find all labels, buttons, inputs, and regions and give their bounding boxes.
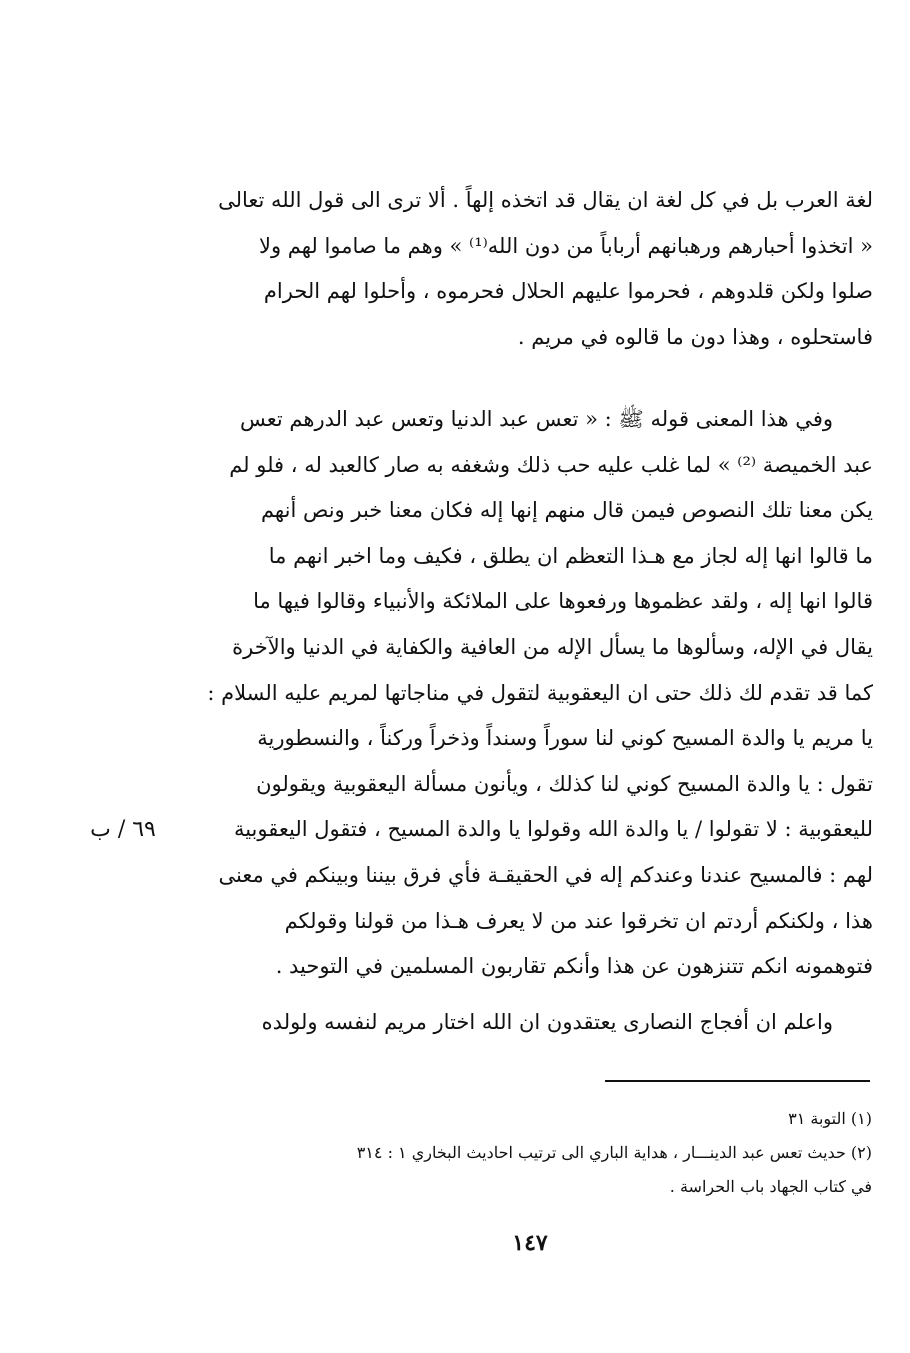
paragraph-line: لهم : فالمسيح عندنا وعندكم إله في الحقيقـة فأي فرق بيننا وبينكم في معنى (218, 862, 873, 887)
paragraph-1 (205, 178, 873, 360)
paragraph-line: « اتخذوا أحبارهم ورهبانهم أرباباً من دون الله⁽¹⁾ » وهم ما صاموا لهم ولا (258, 233, 873, 258)
paragraph-line: صلوا ولكن قلدوهم ، فحرموا عليهم الحلال فحرموه ، وأحلوا لهم الحرام (263, 279, 873, 304)
paragraph-line: واعلم ان أفجاج النصارى يعتقدون ان الله اختار مريم لنفسه ولولده (261, 1010, 833, 1034)
paragraph-3 (205, 1000, 873, 1046)
paragraph-line: يكن معنا تلك النصوص فيمن قال منهم إنها إله فكان معنا خبر ونص أنهم (260, 498, 873, 523)
paragraph-line: فتوهمونه انكم تتنزهون عن هذا وأنكم تقاربون المسلمين في التوحيد . (275, 954, 873, 979)
paragraph-line: وفي هذا المعنى قوله ﷺ : « تعس عبد الدنيا وتعس عبد الدرهم تعس (239, 407, 833, 431)
paragraph-line: لغة العرب بل في كل لغة ان يقال قد اتخذه إلهاً . ألا ترى الى قول الله تعالى (218, 188, 873, 212)
footnote: في كتاب الجهاد باب الحراسة . (669, 1177, 872, 1196)
paragraph-line: فاستحلوه ، وهذا دون ما قالوه في مريم . (517, 324, 873, 349)
footnote-divider (605, 1080, 870, 1082)
paragraph-line: يقال في الإله، وسألوها ما يسأل الإله من العافية والكفاية في الدنيا والآخرة (232, 634, 873, 659)
manuscript-folio-marker: ٦٩ / ب (90, 817, 156, 842)
footnote: (١) التوبة ٣١ (788, 1109, 872, 1128)
paragraph-line: عبد الخميصة ⁽²⁾ » لما غلب عليه حب ذلك وشغفه به صار كالعبد له ، فلو لم (229, 452, 873, 477)
footnote: (٢) حديث تعس عبد الدينـــار ، هداية الباري الى ترتيب احاديث البخاري ١ : ٣١٤ (356, 1143, 872, 1162)
paragraph-line: لليعقوبية : لا تقولوا / يا والدة الله وقولوا يا والدة المسيح ، فتقول اليعقوبية (233, 817, 873, 842)
paragraph-line: يا مريم يا والدة المسيح كوني لنا سوراً وسنداً وذخراً وركناً ، والنسطورية (257, 726, 873, 751)
paragraph-line: هذا ، ولكنكم أردتم ان تخرقوا عند من لا يعرف هـذا من قولنا وقولكم (284, 908, 873, 933)
paragraph-line: قالوا انها إله ، ولقد عظموها ورفعوها على الملائكة والأنبياء وقالوا فيها ما (253, 589, 873, 614)
paragraph-line: تقول : يا والدة المسيح كوني لنا كذلك ، ويأنون مسألة اليعقوبية ويقولون (256, 771, 873, 796)
page-number: ١٤٧ (512, 1230, 548, 1256)
paragraph-line: كما قد تقدم لك ذلك حتى ان اليعقوبية لتقول في مناجاتها لمريم عليه السلام : (207, 680, 873, 705)
footnotes (200, 1102, 872, 1204)
paragraph-2 (205, 397, 873, 990)
paragraph-line: ما قالوا انها إله لجاز مع هـذا التعظم ان يطلق ، فكيف وما اخبر انهم ما (268, 543, 873, 568)
